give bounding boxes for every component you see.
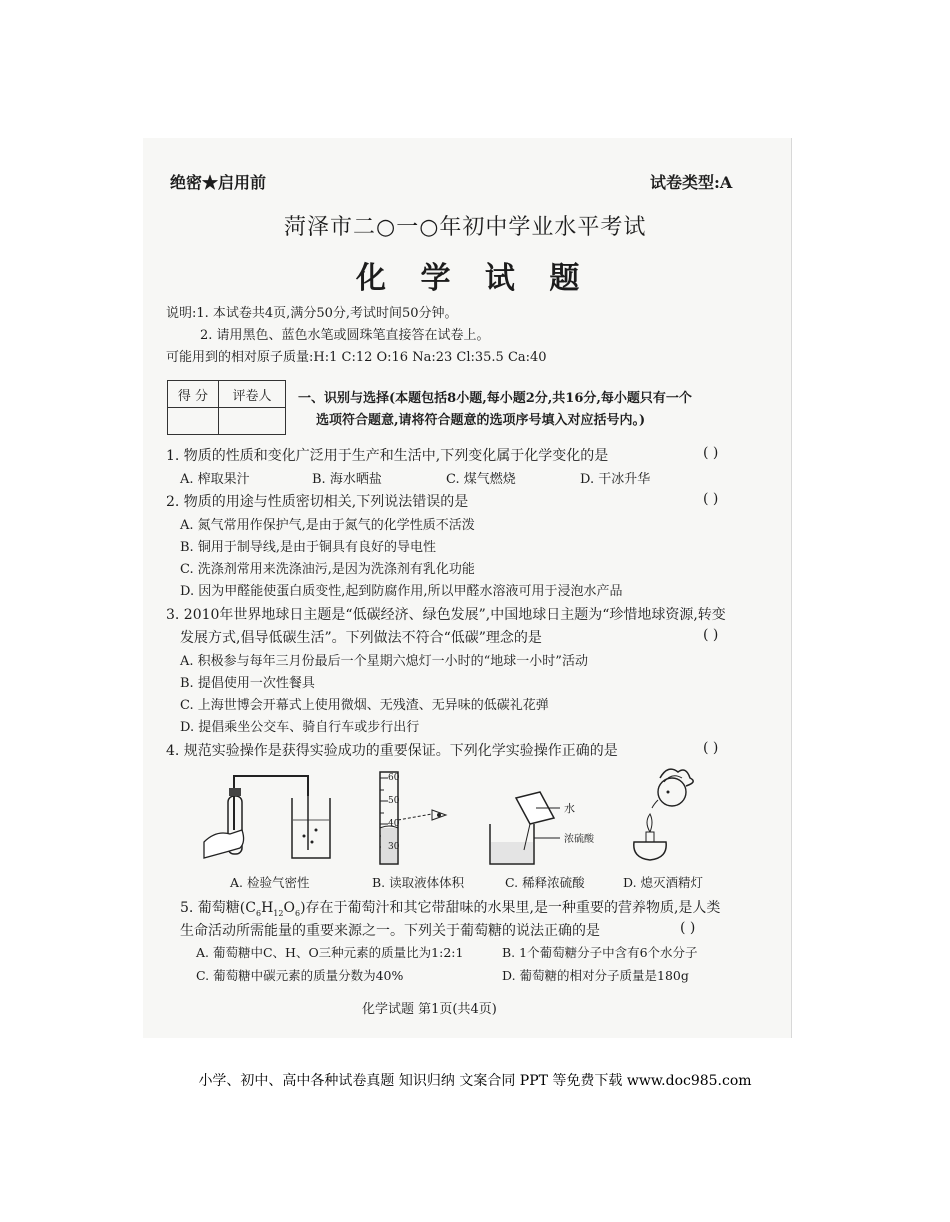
cylinder-tick-30: 30 (388, 842, 400, 852)
download-banner: 小学、初中、高中各种试卷真题 知识归纳 文案合同 PPT 等免费下载 www.doc985.com (198, 1073, 752, 1089)
q1-option-c: C. 煤气燃烧 (446, 472, 516, 487)
grader-header: 评卷人 (219, 381, 286, 408)
score-header: 得 分 (168, 381, 219, 408)
figure-b-graduated-cylinder (362, 770, 472, 868)
q5-option-d: D. 葡萄糖的相对分子质量是180g (502, 968, 689, 983)
cylinder-tick-60: 60 (388, 773, 400, 783)
figure-d-alcohol-lamp (624, 762, 710, 868)
q5-option-b: B. 1个葡萄糖分子中含有6个水分子 (502, 945, 698, 960)
q4-answer-paren: ( ) (703, 740, 719, 756)
score-box (167, 380, 286, 435)
q3-option-c: C. 上海世博会开幕式上使用微烟、无残渣、无异味的低碳礼花弹 (180, 698, 549, 713)
label-concentrated-acid: 浓硫酸 (564, 834, 594, 845)
q5-option-a: A. 葡萄糖中C、H、O三种元素的质量比为1:2:1 (196, 945, 464, 960)
q4-stem: 4. 规范实验操作是获得实验成功的重要保证。下列化学实验操作正确的是 (166, 743, 618, 759)
subject-title: 化 学 试 题 (356, 261, 592, 296)
figure-a-airtightness-apparatus (196, 768, 336, 868)
figure-c-caption: C. 稀释浓硫酸 (505, 875, 585, 890)
q5-answer-paren: ( ) (680, 920, 696, 936)
q2-option-d: D. 因为甲醛能使蛋白质变性,起到防腐作用,所以甲醛水溶液可用于浸泡水产品 (180, 584, 623, 599)
q2-option-b: B. 铜用于制导线,是由于铜具有良好的导电性 (180, 540, 436, 555)
section-1-heading-cont: 选项符合题意,请将符合题意的选项序号填入对应括号内。) (316, 413, 646, 428)
cylinder-tick-40: 40 (388, 819, 400, 829)
q5-stem-line-2: 生命活动所需能量的重要来源之一。下列关于葡萄糖的说法正确的是 (180, 923, 600, 939)
q5-stem-line-1: 5. 葡萄糖$(C_6H_{12}O_6)$存在于葡萄汁和其它带甜味的水果里,是一种重要的营养物质,是人类 (180, 900, 721, 918)
label-water: 水 (564, 802, 575, 815)
q3-answer-paren: ( ) (703, 627, 719, 643)
instruction-line-2: 2. 请用黑色、蓝色水笔或圆珠笔直接答在试卷上。 (200, 328, 490, 343)
grader-cell (219, 408, 286, 435)
q1-option-d: D. 干冰升华 (580, 472, 651, 487)
secret-label: 绝密★启用前 (170, 173, 267, 192)
paper-type-label: 试卷类型:A (650, 173, 733, 192)
instruction-line-1: 说明:1. 本试卷共4页,满分50分,考试时间50分钟。 (166, 306, 458, 321)
q3-stem-line-2: 发展方式,倡导低碳生活”。下列做法不符合“低碳”理念的是 (180, 630, 542, 646)
q2-answer-paren: ( ) (703, 491, 719, 507)
q3-stem-line-1: 3. 2010年世界地球日主题是“低碳经济、绿色发展”,中国地球日主题为“珍惜地球资源,转变 (166, 607, 726, 623)
section-1-heading: 一、识别与选择(本题包括8小题,每小题2分,共16分,每小题只有一个 (298, 391, 692, 406)
atomic-masses: 可能用到的相对原子质量:H:1 C:12 O:16 Na:23 Cl:35.5 Ca:40 (166, 350, 547, 365)
q2-option-c: C. 洗涤剂常用来洗涤油污,是因为洗涤剂有乳化功能 (180, 562, 475, 577)
figure-b-caption: B. 读取液体体积 (372, 875, 465, 890)
q1-option-a: A. 榨取果汁 (180, 472, 250, 487)
page-number-footer: 化学试题 第1页(共4页) (362, 1002, 497, 1017)
q1-option-b: B. 海水晒盐 (312, 472, 382, 487)
cylinder-tick-50: 50 (388, 796, 400, 806)
q2-stem: 2. 物质的用途与性质密切相关,下列说法错误的是 (166, 494, 469, 510)
q2-option-a: A. 氮气常用作保护气,是由于氮气的化学性质不活泼 (180, 518, 475, 533)
exam-title: 菏泽市二○一○年初中学业水平考试 (284, 215, 647, 240)
q3-option-a: A. 积极参与每年三月份最后一个星期六熄灯一小时的“地球一小时”活动 (180, 654, 588, 669)
q1-stem: 1. 物质的性质和变化广泛用于生产和生活中,下列变化属于化学变化的是 (166, 448, 609, 464)
figure-c-dilution-beakers (484, 790, 564, 868)
q5-option-c: C. 葡萄糖中碳元素的质量分数为40% (196, 968, 404, 983)
q3-option-d: D. 提倡乘坐公交车、骑自行车或步行出行 (180, 720, 420, 735)
q3-option-b: B. 提倡使用一次性餐具 (180, 676, 315, 691)
q1-answer-paren: ( ) (703, 445, 719, 461)
score-cell (168, 408, 219, 435)
figure-a-caption: A. 检验气密性 (230, 875, 310, 890)
figure-d-caption: D. 熄灭酒精灯 (623, 875, 704, 890)
